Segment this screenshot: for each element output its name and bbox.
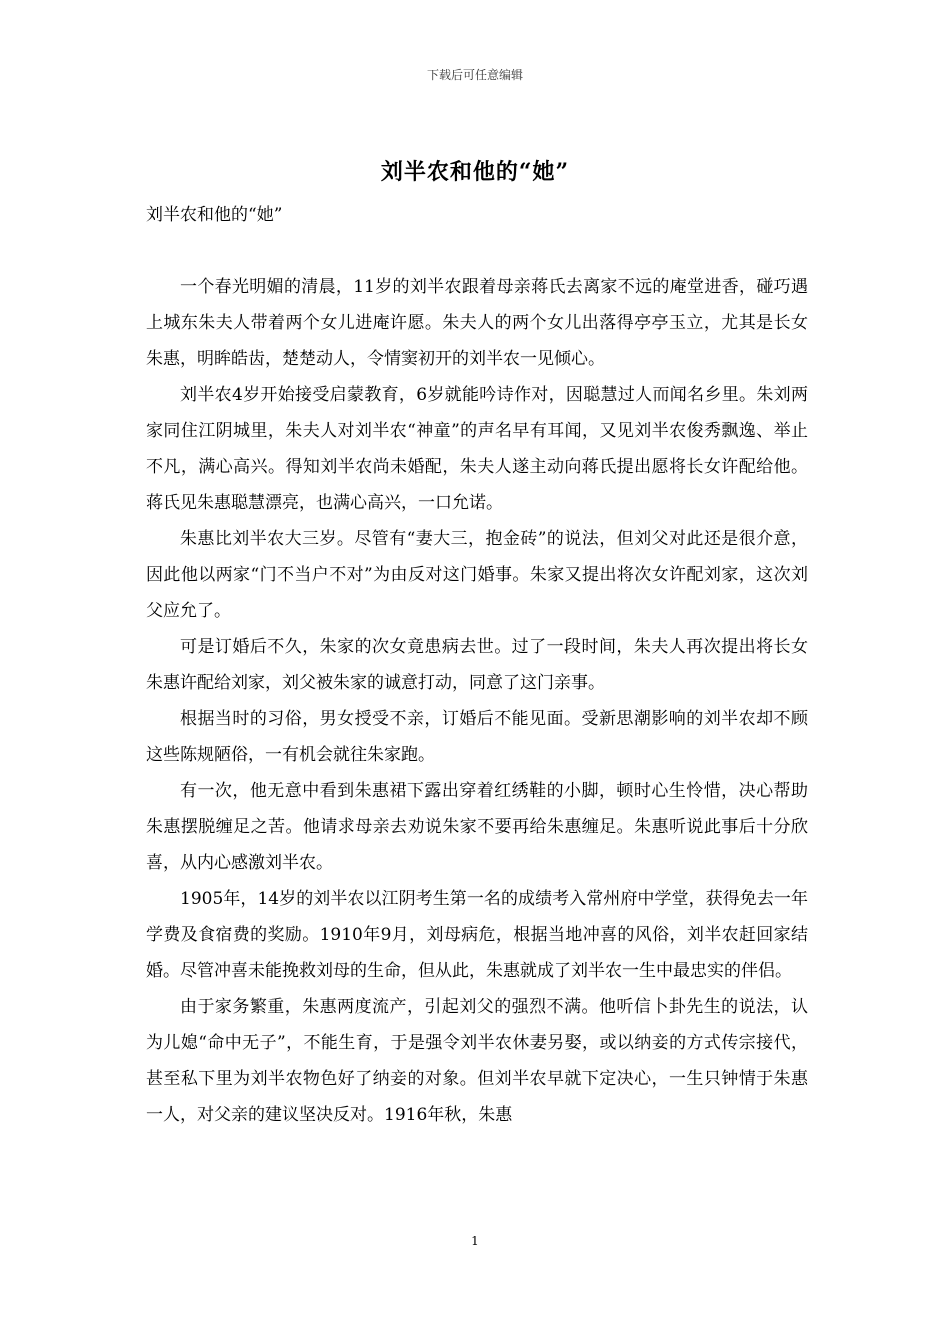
page-number: 1: [471, 1234, 479, 1248]
paragraph: 有一次，他无意中看到朱惠裙下露出穿着红绣鞋的小脚，顿时心生怜惜，决心帮助朱惠摆脱缠足之苦。他请求母亲去劝说朱家不要再给朱惠缠足。朱惠听说此事后十分欣喜，从内心感激刘半农。: [146, 781, 808, 873]
paragraph: 刘半农4岁开始接受启蒙教育，6岁就能吟诗作对，因聪慧过人而闻名乡里。朱刘两家同住江阴城里，朱夫人对刘半农“神童”的声名早有耳闻，又见刘半农俊秀飘逸、举止不凡，满心高兴。得知刘半农尚未婚配，朱夫人遂主动向蒋氏提出愿将长女许配给他。蒋氏见朱惠聪慧漂亮，也满心高兴，一口允诺。: [146, 385, 808, 513]
document-body: [146, 269, 808, 1133]
paragraph: 1905年，14岁的刘半农以江阴考生第一名的成绩考入常州府中学堂，获得免去一年学费及食宿费的奖励。1910年9月，刘母病危，根据当地冲喜的风俗，刘半农赶回家结婚。尽管冲喜未能挽救刘母的生命，但从此，朱惠就成了刘半农一生中最忠实的伴侣。: [146, 889, 808, 981]
paragraph: 一个春光明媚的清晨，11岁的刘半农跟着母亲蒋氏去离家不远的庵堂进香，碰巧遇上城东朱夫人带着两个女儿进庵许愿。朱夫人的两个女儿出落得亭亭玉立，尤其是长女朱惠，明眸皓齿，楚楚动人，令情窦初开的刘半农一见倾心。: [146, 277, 808, 369]
document-subtitle: 刘半农和他的“她”: [146, 205, 283, 225]
document-title: 刘半农和他的“她”: [380, 159, 570, 185]
paragraph: 根据当时的习俗，男女授受不亲，订婚后不能见面。受新思潮影响的刘半农却不顾这些陈规陋俗，一有机会就往朱家跑。: [146, 709, 808, 765]
header-note: 下载后可任意编辑: [426, 68, 523, 82]
paragraph: 由于家务繁重，朱惠两度流产，引起刘父的强烈不满。他听信卜卦先生的说法，认为儿媳“命中无子”，不能生育，于是强令刘半农休妻另娶，或以纳妾的方式传宗接代，甚至私下里为刘半农物色好了纳妾的对象。但刘半农早就下定决心，一生只钟情于朱惠一人，对父亲的建议坚决反对。1916年秋，朱惠: [146, 997, 808, 1125]
paragraph: 可是订婚后不久，朱家的次女竟患病去世。过了一段时间，朱夫人再次提出将长女朱惠许配给刘家，刘父被朱家的诚意打动，同意了这门亲事。: [146, 637, 808, 693]
paragraph: 朱惠比刘半农大三岁。尽管有“妻大三，抱金砖”的说法，但刘父对此还是很介意，因此他以两家“门不当户不对”为由反对这门婚事。朱家又提出将次女许配刘家，这次刘父应允了。: [146, 529, 808, 621]
